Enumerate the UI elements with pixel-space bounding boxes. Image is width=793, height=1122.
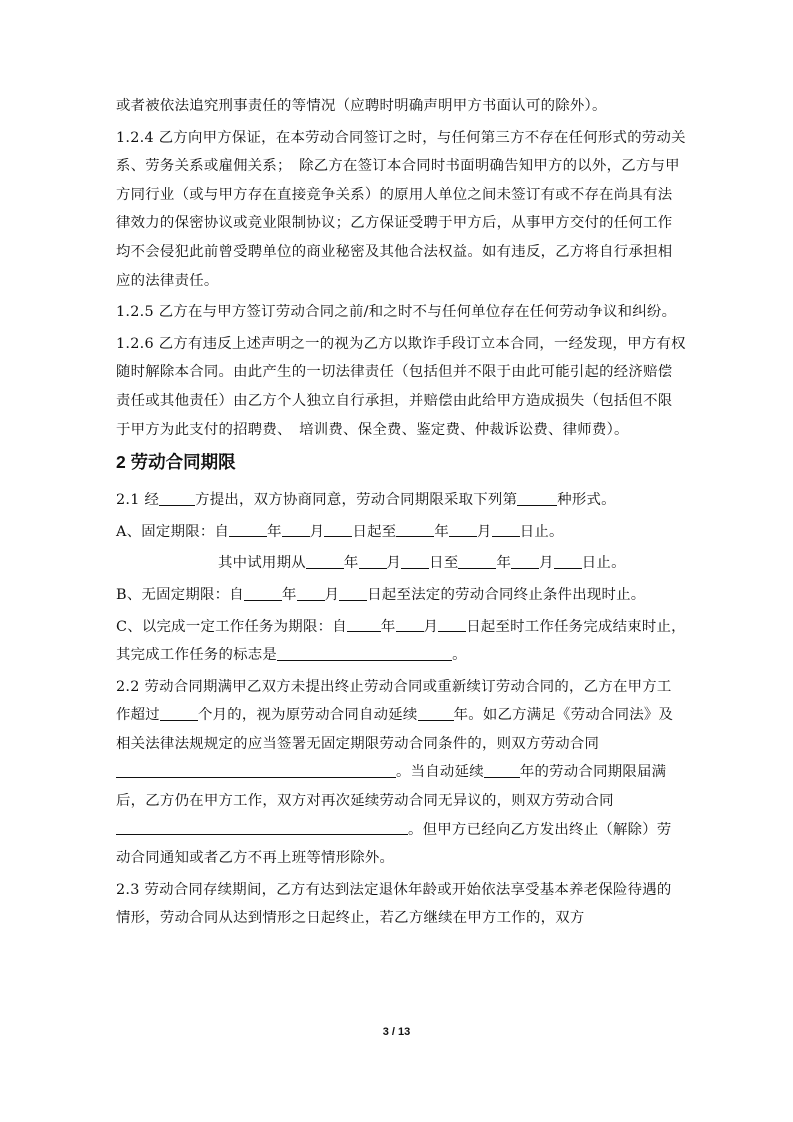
page-number: 3 / 13 xyxy=(382,1026,411,1038)
document-body xyxy=(116,92,686,936)
blank-field[interactable] xyxy=(396,521,434,537)
blank-field[interactable] xyxy=(324,521,352,537)
blank-field[interactable] xyxy=(554,553,582,569)
blank-field[interactable] xyxy=(116,819,408,835)
blank-field[interactable] xyxy=(401,553,429,569)
clause-1-2-4: 1.2.4 乙方向甲方保证，在本劳动合同签订之时，与任何第三方不存在任何形式的劳动关系、劳务关系或雇佣关系； 除乙方在签订本合同时书面明确告知甲方的以外，乙方与甲方同行业（或与甲方存在直接竞争关系）的原用人单位之间未签订有或不存在尚具有法律效力的保密协议或竞业限制协议；乙方保证受聘于甲方后，从事甲方交付的任何工作均不会侵犯此前曾受聘单位的商业秘密及其他合法权益。如有违反，乙方将自行承担相应的法律责任。 xyxy=(116,129,686,289)
blank-field[interactable] xyxy=(347,616,381,632)
blank-field[interactable] xyxy=(418,705,454,721)
blank-field[interactable] xyxy=(396,616,424,632)
option-b-open-term: B、无固定期限：自 年 月 日起至法定的劳动合同终止条件出现时止。 xyxy=(116,581,686,610)
blank-field[interactable] xyxy=(116,762,396,778)
option-a-fixed-term: A、固定期限：自 年 月 日起至 年 月 日止。 xyxy=(116,518,686,547)
blank-field[interactable] xyxy=(159,490,195,506)
clause-2-3: 2.3 劳动合同存续期间，乙方有达到法定退休年龄或开始依法享受基本养老保险待遇的情形，劳动合同从达到情形之日起终止，若乙方继续在甲方工作的，双方 xyxy=(116,881,672,927)
clause-2-2: 2.2 劳动合同期满甲乙双方未提出终止劳动合同或重新续订劳动合同的，乙方在甲方工作超过 个月的，视为原劳动合同自动延续 年。如乙方满足《劳动合同法》及相关法律法规规定的应当签署无固定期限劳动合同条件的，则双方劳动合同。当自动延续 年的劳动合同期限届满后，乙方仍在甲方工作，双方对再次延续劳动合同无异议的，则双方劳动合同。但甲方已经向乙方发出终止（解除）劳动合同通知或者乙方不再上班等情形除外。 xyxy=(116,678,674,867)
blank-field[interactable] xyxy=(492,521,520,537)
blank-field[interactable] xyxy=(517,490,557,506)
blank-field[interactable] xyxy=(282,521,310,537)
blank-field[interactable] xyxy=(359,553,387,569)
blank-field[interactable] xyxy=(438,616,466,632)
clause-1-2-6: 1.2.6 乙方有违反上述声明之一的视为乙方以欺诈手段订立本合同，一经发现，甲方有权随时解除本合同。由此产生的一切法律责任（包括但并不限于由此可能引起的经济赔偿责任或其他责任）由乙方个人独立自行承担，并赔偿由此给甲方造成损失（包括但不限于甲方为此支付的招聘费、 培训费、保全费、鉴定费、仲裁诉讼费、律师费）。 xyxy=(116,335,686,438)
clause-2-1: 2.1 经 方提出，双方协商同意，劳动合同期限采取下列第 种形式。 xyxy=(116,486,686,515)
blank-field[interactable] xyxy=(339,585,367,601)
blank-field[interactable] xyxy=(277,645,452,661)
section-heading-contract-term: 2 劳动合同期限 xyxy=(116,452,236,473)
probation-period: 其中试用期从 年 月 日至 年 月 日止。 xyxy=(116,549,686,578)
blank-field[interactable] xyxy=(306,553,344,569)
blank-field[interactable] xyxy=(449,521,477,537)
blank-field[interactable] xyxy=(484,762,520,778)
blank-field[interactable] xyxy=(244,585,282,601)
blank-field[interactable] xyxy=(511,553,539,569)
option-c-task-term: C、以完成一定工作任务为期限：自 年 月 日起至时工作任务完成结束时止，其完成工作任务的标志是 。 xyxy=(116,613,686,670)
blank-field[interactable] xyxy=(297,585,325,601)
blank-field[interactable] xyxy=(229,521,267,537)
blank-field[interactable] xyxy=(160,705,198,721)
blank-field[interactable] xyxy=(458,553,496,569)
paragraph-continuation: 或者被依法追究刑事责任的等情况（应聘时明确声明甲方书面认可的除外）。 xyxy=(116,98,607,114)
clause-1-2-5: 1.2.5 乙方在与甲方签订劳动合同之前/和之时不与任何单位存在任何劳动争议和纠纷。 xyxy=(116,304,677,321)
